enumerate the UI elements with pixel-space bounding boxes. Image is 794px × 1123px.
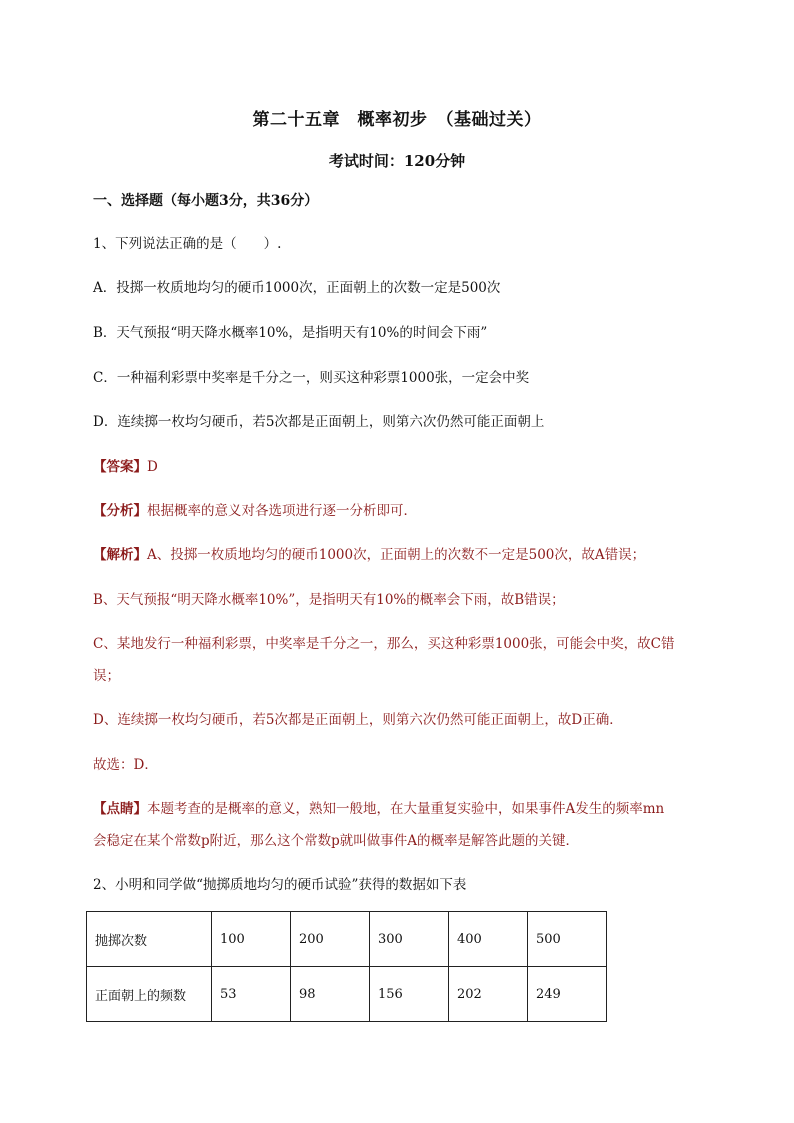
solution-c-1: C、某地发行一种福利彩票，中奖率是千分之一，那么，买这种彩票1000张，可能会中奖，故C错: [93, 636, 675, 652]
answer-line: [93, 455, 158, 475]
analysis-line: [93, 499, 417, 519]
table-cell: 200: [291, 912, 370, 967]
section-heading: 一、选择题（每小题3分，共36分）: [93, 193, 319, 209]
comment-tag: 【点睛】: [93, 801, 147, 817]
table-row: [87, 912, 607, 967]
table-cell: 500: [528, 912, 607, 967]
answer-tag: 【答案】: [93, 459, 147, 475]
table-cell: 100: [212, 912, 291, 967]
table-cell: 156: [370, 967, 449, 1022]
option-a: A．投掷一枚质地均匀的硬币1000次，正面朝上的次数一定是500次: [93, 280, 501, 296]
solution-a: A、投掷一枚质地均匀的硬币1000次，正面朝上的次数不一定是500次，故A错误；: [147, 547, 646, 563]
comment-line-2: 会稳定在某个常数p附近，那么这个常数p就叫做事件A的概率是解答此题的关键．: [93, 833, 580, 849]
choose-line: 故选：D．: [93, 757, 158, 773]
analysis-tag: 【分析】: [93, 503, 147, 519]
question-1-stem: 1、下列说法正确的是（ ）.: [93, 236, 282, 252]
table-cell: 400: [449, 912, 528, 967]
solution-d: D、连续掷一枚均匀硬币，若5次都是正面朝上，则第六次仍然可能正面朝上，故D正确．: [93, 712, 623, 728]
table-cell: 300: [370, 912, 449, 967]
page-title: 第二十五章 概率初步 （基础过关）: [252, 110, 542, 130]
row-header-tosses: 抛掷次数: [87, 912, 212, 967]
comment-line-1: [93, 797, 664, 817]
coin-toss-table: [86, 911, 607, 1022]
option-b: B．天气预报“明天降水概率10%，是指明天有10%的时间会下雨”: [93, 325, 488, 341]
table-row: [87, 967, 607, 1022]
comment-text-1: 本题考查的是概率的意义，熟知一般地，在大量重复实验中，如果事件A发生的频率mn: [147, 801, 665, 817]
solution-b: B、天气预报“明天降水概率10%”，是指明天有10%的概率会下雨，故B错误；: [93, 592, 565, 608]
table-cell: 249: [528, 967, 607, 1022]
analysis-text: 根据概率的意义对各选项进行逐一分析即可．: [147, 503, 417, 519]
exam-time: 考试时间：120分钟: [328, 152, 466, 170]
table-cell: 202: [449, 967, 528, 1022]
table-cell: 98: [291, 967, 370, 1022]
table-cell: 53: [212, 967, 291, 1022]
solution-line-a: [93, 543, 645, 563]
answer-value: D: [147, 459, 158, 475]
option-c: C．一种福利彩票中奖率是千分之一，则买这种彩票1000张，一定会中奖: [93, 370, 530, 386]
question-2-stem: 2、小明和同学做“抛掷质地均匀的硬币试验”获得的数据如下表: [93, 877, 467, 893]
solution-c-2: 误；: [93, 668, 120, 684]
option-d: D．连续掷一枚均匀硬币，若5次都是正面朝上，则第六次仍然可能正面朝上: [93, 414, 545, 430]
row-header-heads: 正面朝上的频数: [87, 967, 212, 1022]
solution-tag: 【解析】: [93, 547, 147, 563]
